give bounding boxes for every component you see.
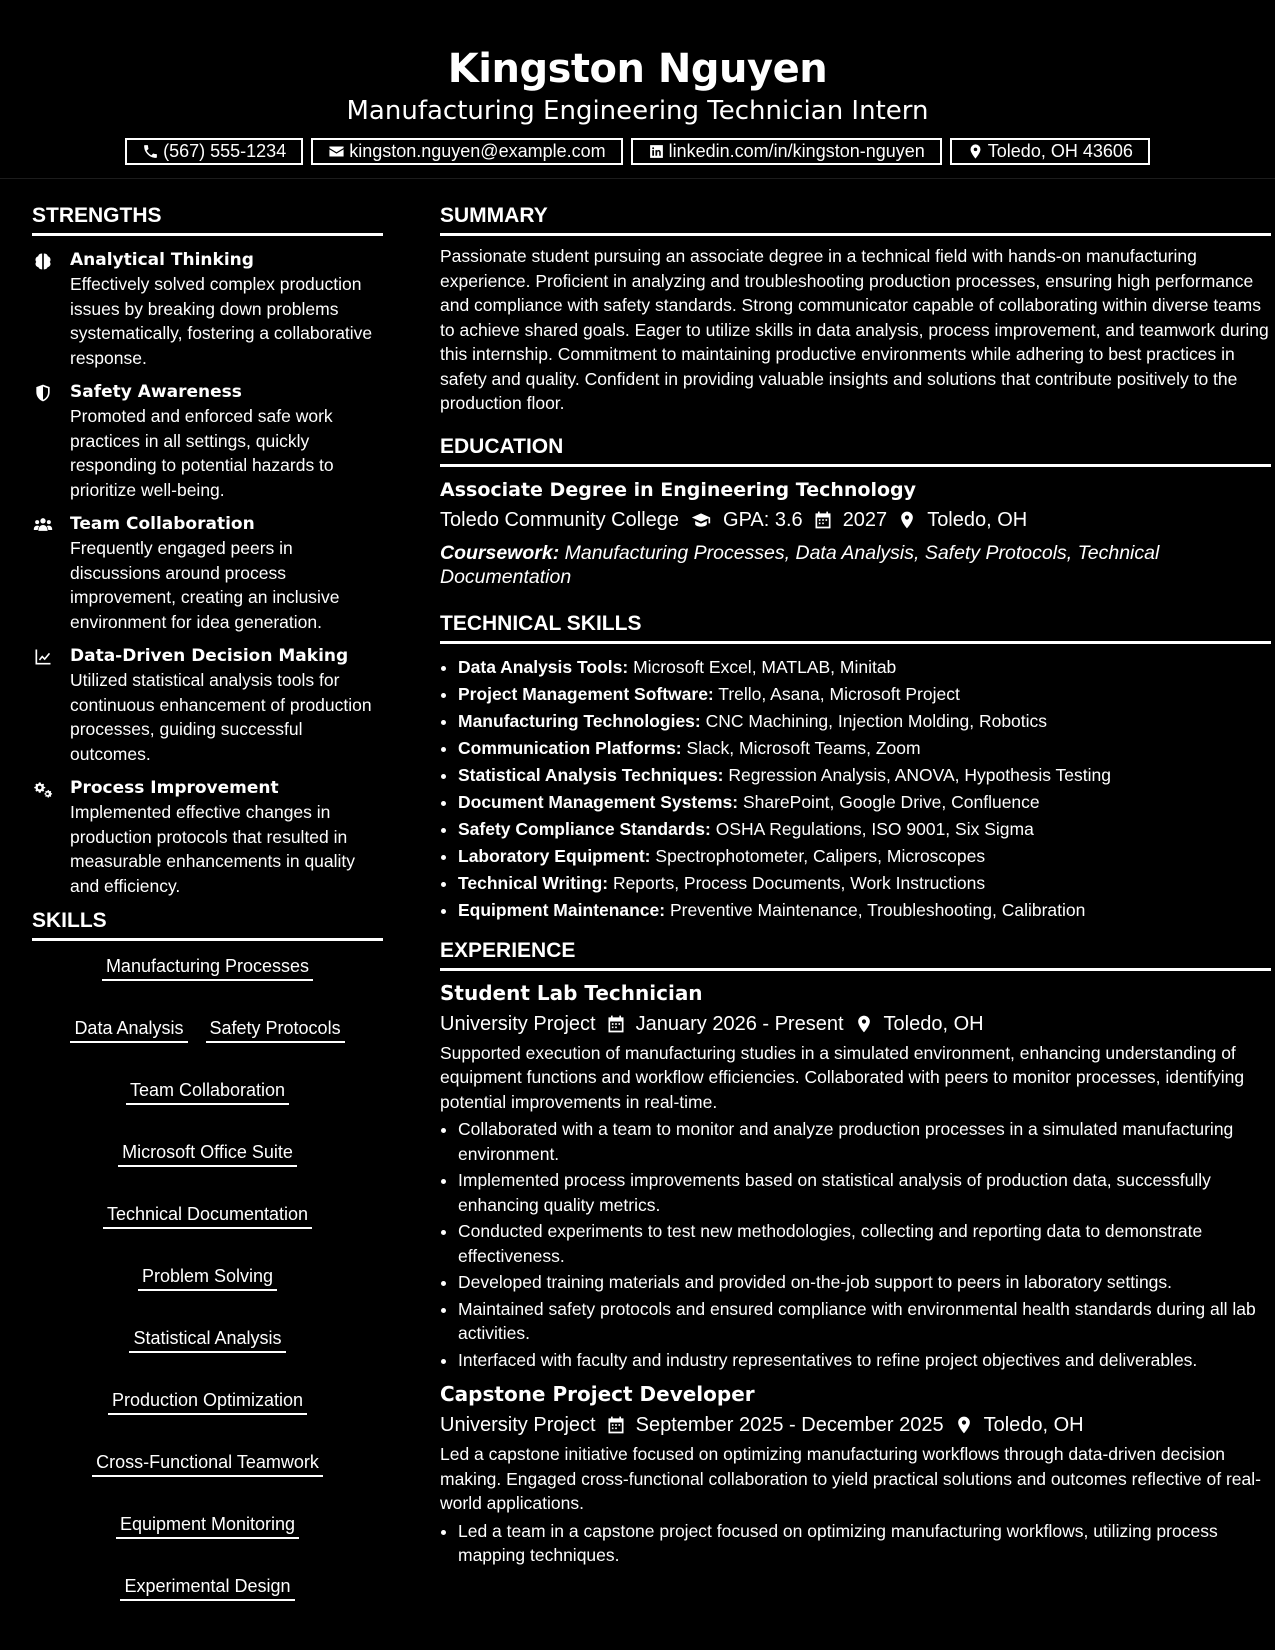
coursework [440, 541, 1271, 589]
job-title: Capstone Project Developer [440, 1382, 755, 1406]
users-icon [32, 515, 54, 535]
resume-header [0, 0, 1275, 179]
job-entry [440, 1380, 1271, 1568]
strength-item [32, 248, 383, 370]
job-title: Student Lab Technician [440, 980, 703, 1005]
list-item: • Data Analysis Tools: Microsoft Excel, MATLAB, Minitab [458, 654, 1271, 681]
education-meta [440, 505, 1271, 535]
calendar-icon [606, 1415, 626, 1435]
experience-heading: EXPERIENCE [440, 938, 1271, 971]
job-bullets [440, 1117, 1271, 1372]
skill-tag: Team Collaboration [126, 1079, 289, 1105]
strength-desc: Effectively solved complex production issues by breaking down problems systematically, fostering a collaborative response. [70, 274, 373, 368]
list-item: • Project Management Software: Trello, Asana, Microsoft Project [458, 681, 1271, 708]
list-item: • Manufacturing Technologies: CNC Machining, Injection Molding, Robotics [458, 708, 1271, 735]
skill-tag: Statistical Analysis [129, 1327, 285, 1353]
strength-title: Process Improvement [70, 778, 279, 798]
skills-list [32, 955, 383, 1601]
list-item: • Collaborated with a team to monitor and analyze production processes in a simulated manufacturing environment. [458, 1117, 1271, 1166]
job-dates: September 2025 - December 2025 [635, 1414, 944, 1436]
list-item: • Led a team in a capstone project focused on optimizing manufacturing workflows, utilizing process mapping techniques. [458, 1519, 1271, 1568]
job-bullets [440, 1519, 1271, 1568]
list-item: • Conducted experiments to test new methodologies, collecting and reporting data to demonstrate effectiveness. [458, 1219, 1271, 1268]
contact-phone-text: (567) 555-1234 [163, 141, 287, 161]
education-heading: EDUCATION [440, 434, 1271, 467]
school-location: Toledo, OH [927, 508, 1028, 531]
list-item: • Implemented process improvements based on statistical analysis of production data, successfully enhancing quality metrics. [458, 1168, 1271, 1217]
line-chart-icon [32, 647, 54, 667]
list-item: • Statistical Analysis Techniques: Regression Analysis, ANOVA, Hypothesis Testing [458, 762, 1271, 789]
map-pin-icon [954, 1415, 974, 1435]
phone-icon [142, 143, 159, 160]
list-item: • Maintained safety protocols and ensured compliance with environmental health standards during all lab activities. [458, 1297, 1271, 1346]
strength-desc: Implemented effective changes in production protocols that resulted in measurable enhancements in quality and efficiency. [70, 802, 356, 896]
list-item: • Technical Writing: Reports, Process Documents, Work Instructions [458, 870, 1271, 897]
contact-email[interactable] [311, 138, 622, 165]
graduation-cap-icon [689, 510, 713, 530]
job-location: Toledo, OH [883, 1012, 984, 1035]
contact-email-text: kingston.nguyen@example.com [349, 141, 606, 161]
strength-title: Team Collaboration [70, 514, 255, 534]
skill-tag: Microsoft Office Suite [118, 1141, 297, 1167]
school-name: Toledo Community College [440, 508, 680, 531]
strength-desc: Promoted and enforced safe work practices in all settings, quickly responding to potential hazards to prioritize well-being. [70, 406, 334, 500]
skill-tag: Cross-Functional Teamwork [92, 1451, 323, 1477]
job-entry [440, 979, 1271, 1373]
linkedin-icon [648, 143, 665, 160]
map-pin-icon [897, 510, 917, 530]
experience-section [440, 938, 1271, 1568]
technical-skills-list [440, 654, 1271, 924]
strength-desc: Utilized statistical analysis tools for continuous enhancement of production processes, guiding successful outcomes. [70, 670, 372, 764]
degree-title: Associate Degree in Engineering Technology [440, 478, 917, 501]
skill-tag: Equipment Monitoring [116, 1513, 299, 1539]
summary-section [440, 203, 1271, 416]
education-section [440, 434, 1271, 589]
list-item: • Communication Platforms: Slack, Microsoft Teams, Zoom [458, 735, 1271, 762]
list-item: • Equipment Maintenance: Preventive Maintenance, Troubleshooting, Calibration [458, 897, 1271, 924]
contact-location[interactable] [950, 138, 1150, 165]
job-summary: Led a capstone initiative focused on optimizing manufacturing workflows through data-driven decision making. Engaged cross-functional collaboration to yield practical solutions and outcomes reflective of real-world applications. [440, 1444, 1261, 1513]
contact-linkedin-text: linkedin.com/in/kingston-nguyen [668, 141, 925, 161]
strength-item [32, 512, 383, 634]
skills-heading: SKILLS [32, 908, 383, 941]
list-item: • Laboratory Equipment: Spectrophotometer, Calipers, Microscopes [458, 843, 1271, 870]
right-column [440, 179, 1271, 1601]
contact-bar [0, 138, 1275, 165]
list-item: • Document Management Systems: SharePoint, Google Drive, Confluence [458, 789, 1271, 816]
map-pin-icon [967, 143, 984, 160]
list-item: • Developed training materials and provided on-the-job support to peers in laboratory settings. [458, 1270, 1271, 1295]
contact-location-text: Toledo, OH 43606 [987, 141, 1133, 161]
envelope-icon [328, 143, 345, 160]
strength-item [32, 776, 383, 898]
job-dates: January 2026 - Present [635, 1012, 844, 1035]
gears-icon [32, 779, 54, 799]
skill-tag: Data Analysis [70, 1017, 187, 1043]
coursework-list: Manufacturing Processes, Data Analysis, Safety Protocols, Technical Documentation [440, 541, 1160, 588]
job-org: University Project [440, 1414, 596, 1436]
skill-tag: Manufacturing Processes [102, 955, 313, 981]
left-column [0, 179, 383, 1601]
contact-linkedin[interactable] [631, 138, 942, 165]
strength-title: Analytical Thinking [70, 250, 254, 270]
technical-skills-heading: TECHNICAL SKILLS [440, 611, 1271, 644]
technical-skills-section [440, 611, 1271, 924]
skill-tag: Problem Solving [138, 1265, 277, 1291]
candidate-title: Manufacturing Engineering Technician Intern [346, 96, 929, 126]
skill-tag: Safety Protocols [206, 1017, 345, 1043]
strengths-heading: STRENGTHS [32, 203, 383, 236]
strengths-list [32, 248, 383, 898]
brain-icon [32, 251, 54, 271]
skill-tag: Technical Documentation [103, 1203, 312, 1229]
job-meta [440, 1009, 1271, 1039]
candidate-name: Kingston Nguyen [447, 46, 828, 92]
list-item: • Safety Compliance Standards: OSHA Regulations, ISO 9001, Six Sigma [458, 816, 1271, 843]
map-pin-icon [854, 1014, 874, 1034]
strength-title: Safety Awareness [70, 382, 242, 402]
job-org: University Project [440, 1012, 596, 1035]
contact-phone[interactable] [125, 138, 303, 165]
job-meta [440, 1410, 1271, 1440]
graduation-year: 2027 [842, 508, 888, 531]
skill-tag: Experimental Design [120, 1575, 294, 1601]
strength-desc: Frequently engaged peers in discussions around process improvement, creating an inclusive environment for idea generation. [70, 538, 340, 632]
gpa-value: GPA: 3.6 [723, 508, 803, 531]
shield-icon [32, 383, 54, 403]
skill-tag: Production Optimization [108, 1389, 307, 1415]
strength-item [32, 380, 383, 502]
list-item: • Interfaced with faculty and industry representatives to refine project objectives and deliverables. [458, 1348, 1271, 1373]
calendar-icon [606, 1014, 626, 1034]
strength-title: Data-Driven Decision Making [70, 646, 349, 666]
calendar-icon [813, 510, 833, 530]
summary-heading: SUMMARY [440, 203, 1271, 236]
job-summary: Supported execution of manufacturing studies in a simulated environment, enhancing understanding of equipment functions and workflow efficiencies. Collaborated with peers to monitor processes, identifying potential improvements in real-time. [440, 1042, 1245, 1112]
job-location: Toledo, OH [983, 1414, 1084, 1436]
summary-text: Passionate student pursuing an associate degree in a technical field with hands-on manufacturing experience. Proficient in analyzing and troubleshooting production processes, ensuring high performance and compliance with safety standards. Strong communicator capable of collaborating within diverse teams to achieve shared goals. Eager to utilize skills in data analysis, process improvement, and teamwork during this internship. Commitment to maintaining productive environments while adhering to best practices in safety and quality. Confident in providing valuable insights and solutions that contribute positively to the production floor. [440, 246, 1269, 413]
strength-item [32, 644, 383, 766]
coursework-label: Coursework: [440, 541, 560, 564]
